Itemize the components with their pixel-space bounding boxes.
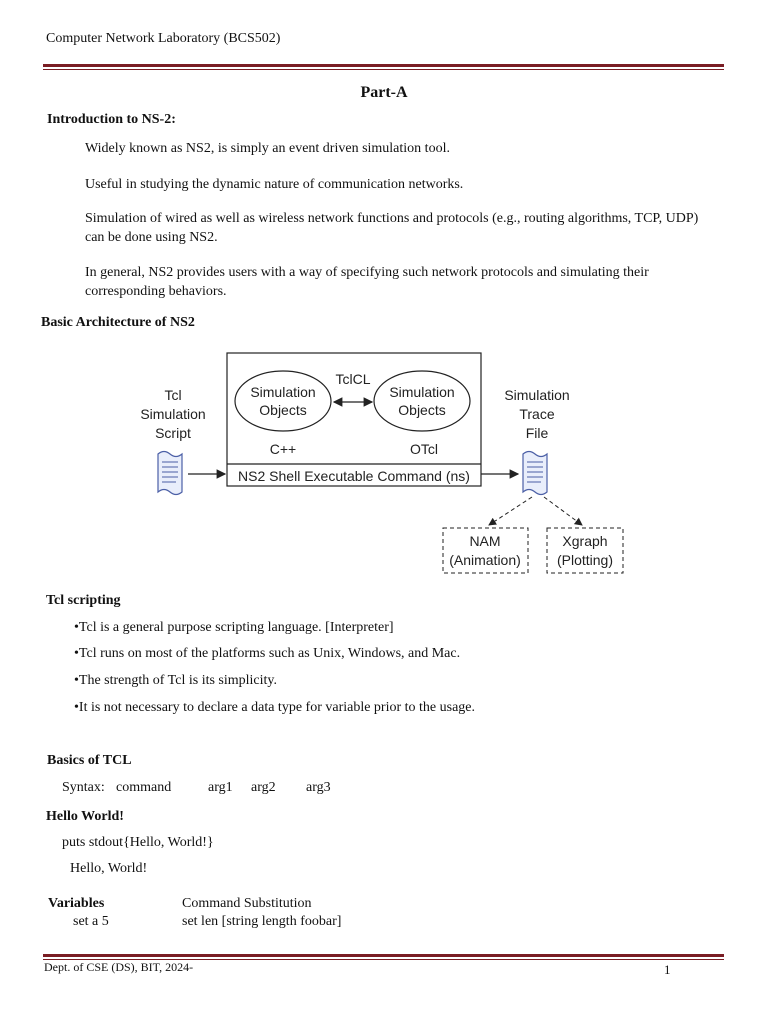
intro-paragraph-2: Useful in studying the dynamic nature of communication networks. (85, 177, 464, 192)
sim-objects-left-ellipse (235, 371, 331, 431)
header-rule-thick (43, 64, 724, 67)
syntax-arg3: arg3 (306, 780, 331, 795)
syntax-label: Syntax: (62, 780, 105, 795)
intro-paragraph-1: Widely known as NS2, is simply an event driven simulation tool. (85, 141, 450, 156)
tcl-scripting-heading: Tcl scripting (46, 593, 121, 608)
page-header-title: Computer Network Laboratory (BCS502) (46, 31, 281, 46)
trace-scroll-icon (523, 452, 547, 495)
syntax-command: command (116, 780, 172, 795)
sim-objects-left-line1: Simulation (250, 384, 316, 400)
hello-code: puts stdout{Hello, World!} (62, 835, 214, 850)
part-title: Part-A (360, 84, 408, 101)
tcl-script-label-line2: Simulation (140, 406, 206, 422)
header-rule-thin (43, 69, 724, 70)
nam-label-line1: NAM (469, 533, 501, 549)
intro-paragraph-4: In general, NS2 provides users with a way of specifying such network protocols and simulating their corresponding behaviors. (85, 265, 649, 299)
ns2-architecture-diagram (0, 340, 768, 580)
trace-to-nam-arrow (489, 497, 532, 525)
xgraph-label-line2: (Plotting) (556, 552, 614, 568)
footer-rule-thick (43, 954, 724, 957)
shell-label: NS2 Shell Executable Command (ns) (238, 468, 470, 484)
sim-objects-left-line2: Objects (259, 402, 307, 418)
trace-to-xgraph-arrow (544, 497, 582, 525)
command-substitution-example: set len [string length foobar] (182, 914, 342, 929)
hello-output: Hello, World! (70, 861, 148, 876)
intro-paragraph-3: Simulation of wired as well as wireless network functions and protocols (e.g., routing algorithms, TCP, UDP) can be done using NS2. (85, 211, 699, 245)
tcl-script-label-line3: Script (155, 425, 191, 441)
trace-file-label-line1: Simulation (504, 387, 570, 403)
tcl-bullet-2: •Tcl runs on most of the platforms such as Unix, Windows, and Mac. (74, 646, 461, 661)
tcl-bullet-4: •It is not necessary to declare a data type for variable prior to the usage. (74, 700, 476, 715)
syntax-arg2: arg2 (251, 780, 276, 795)
sim-objects-right-ellipse (374, 371, 470, 431)
sim-objects-right-line1: Simulation (389, 384, 455, 400)
cpp-label: C++ (269, 441, 297, 457)
intro-heading: Introduction to NS-2: (47, 112, 176, 127)
syntax-arg1: arg1 (208, 780, 233, 795)
command-substitution-heading: Command Substitution (182, 896, 312, 911)
basics-heading: Basics of TCL (47, 753, 132, 768)
variables-heading: Variables (48, 896, 105, 911)
page-number: 1 (664, 962, 671, 977)
otcl-label: OTcl (410, 441, 438, 457)
hello-heading: Hello World! (46, 809, 124, 824)
nam-label-line2: (Animation) (449, 552, 521, 568)
scroll-document-icon (158, 452, 182, 495)
trace-file-label-line2: Trace (519, 406, 555, 422)
tcl-script-label-line1: Tcl (164, 387, 182, 403)
trace-file-label-line3: File (525, 425, 549, 441)
footer-dept: Dept. of CSE (DS), BIT, 2024- (44, 960, 194, 974)
tcl-bullet-1: •Tcl is a general purpose scripting language. [Interpreter] (74, 620, 394, 635)
xgraph-label-line1: Xgraph (562, 533, 608, 549)
tcl-bullet-3: •The strength of Tcl is its simplicity. (74, 673, 278, 688)
variables-example: set a 5 (73, 914, 109, 929)
sim-objects-right-line2: Objects (398, 402, 446, 418)
architecture-heading: Basic Architecture of NS2 (41, 315, 195, 330)
tclcl-label: TclCL (335, 371, 371, 387)
